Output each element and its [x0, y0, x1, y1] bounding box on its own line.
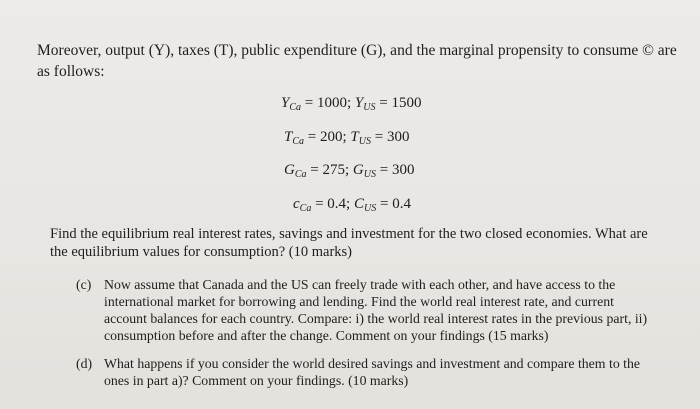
question-d-text: What happens if you consider the world desired savings and investment and compare them to the ones in part a)? Comment on your findings. (10 marks) — [104, 356, 641, 388]
eq-sub: US — [363, 102, 376, 113]
question-c — [76, 276, 656, 344]
equation-mpc — [293, 196, 411, 214]
eq-value: = 1000; — [304, 95, 352, 111]
eq-sub: Ca — [299, 203, 312, 214]
eq-sub: US — [363, 169, 376, 180]
eq-var: G — [352, 162, 364, 178]
eq-var: C — [353, 196, 364, 212]
eq-sub: US — [358, 136, 371, 147]
eq-var: T — [284, 129, 293, 145]
eq-var: Y — [281, 95, 290, 111]
eq-value: = 300 — [374, 129, 410, 145]
eq-var: T — [350, 129, 359, 145]
equation-output — [281, 95, 421, 113]
eq-value: = 200; — [307, 129, 347, 145]
eq-var: Y — [354, 95, 364, 111]
eq-value: = 1500 — [379, 95, 422, 111]
question-a-paragraph: Find the equilibrium real interest rates, savings and investment for the two closed economies. What are the equilibrium values for consumption? (10 marks) — [50, 226, 648, 260]
question-d-label: (d) — [76, 356, 93, 371]
eq-sub: Ca — [289, 102, 302, 113]
eq-value: = 0.4 — [379, 196, 411, 212]
eq-sub: Ca — [294, 169, 307, 180]
equation-public-expenditure — [284, 162, 414, 180]
question-c-text: Now assume that Canada and the US can freely trade with each other, and have access to the international market for borrowing and lending. Find the world real interest rate, and current account balances for each country. Compare: i) the world real interest rates in the previous part, ii) consumption before and after the change. Comment on your findings (15 marks) — [104, 277, 648, 343]
equation-taxes — [284, 129, 409, 147]
eq-value: = 300 — [379, 162, 415, 178]
eq-sub: Ca — [292, 136, 305, 147]
eq-value: = 275; — [310, 162, 350, 178]
eq-sub: US — [364, 203, 377, 214]
question-c-label: (c) — [76, 277, 92, 292]
eq-var: c — [293, 196, 300, 212]
eq-var: G — [284, 162, 295, 178]
question-d — [76, 355, 666, 389]
intro-paragraph: Moreover, output (Y), taxes (T), public expenditure (G), and the marginal propensity to consume © are as follows: — [37, 42, 677, 80]
eq-value: = 0.4; — [315, 196, 351, 212]
